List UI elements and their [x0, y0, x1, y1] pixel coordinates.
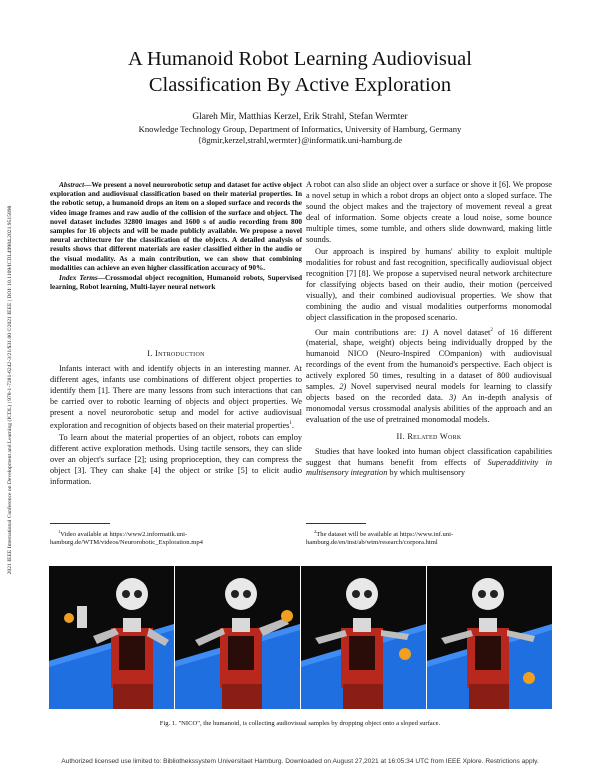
intro-p1-text: Infants interact with and identify objects in an interesting manner. At different ages, infants use combinations of different object properties to identify them [1]. There are many lessons from such interactions that can be carried over to robotic learning of objects and object properties. We present a novel neurorobotic setup and model for active audiovisual exploration and recognition of objects based on their material properties: [50, 364, 302, 430]
abstract-label: Abstract: [59, 180, 85, 189]
affiliation: Knowledge Technology Group, Department of Informatics, University of Hamburg, Germany: [138, 124, 462, 134]
footnote-2: [306, 528, 552, 547]
figure-1: [49, 566, 552, 709]
footnote-ref-1: 1: [289, 420, 292, 426]
contrib-text-1a: A novel dataset: [428, 327, 491, 337]
index-terms-text: —Crossmodal object recognition, Humanoid robots, Supervised learning, Robot learning, Multi-layer neural network: [50, 273, 303, 292]
right-column-body: [306, 180, 552, 479]
footnote-rule-left: [50, 523, 110, 524]
figure-panel-2: [175, 566, 300, 709]
figure-caption: Fig. 1. "NICO", the humanoid, is collecting audiovisual samples by dropping object onto a sloped surface.: [159, 720, 441, 727]
right-paragraph-2: Our approach is inspired by humans' ability to exploit multiple modalities for robust and fast recognition, specifically audiovisual object recognition [7] [8]. We propose a supervised neural network architecture for classifying objects based on their audio, their motion (perceived visually), and their combined audiovisual properties. We show that combining the audio and visual modalities outperforms monomodal object classification in the proposed scenario.: [306, 247, 552, 322]
index-terms-label: Index Terms: [59, 273, 98, 283]
footnote-2-text: The dataset will be available at https://www.inf.uni-hamburg.de/en/inst/ab/wtm/research/corpora.html: [306, 531, 454, 547]
contrib-intro: Our main contributions are:: [315, 327, 422, 337]
contrib-num-1: 1): [421, 327, 429, 337]
figure-panel-4: [427, 566, 552, 709]
robot-photo-1: [49, 566, 174, 709]
sidebar-text: 2021 IEEE International Conference on Development and Learning (ICDL) | 978-1-7281-6242-3/21/$31.00 ©2021 IEEE | DOI: 10.1109/ICDL49984.2021.9515898: [7, 205, 13, 575]
right-paragraph-1: A robot can also slide an object over a surface or shove it [6]. We propose a novel setup in which a robot drops an object onto a sloped surface. The sound the object makes and the trajectory of movement reveal a great deal of information. Some objects create a loud noise, some bounce multiple times, some tumble, and others slide downward, making little sounds.: [306, 180, 552, 244]
abstract-text: —We present a novel neurorobotic setup and dataset for active object exploration and audiovisual classification based on their material properties. In the robotic setup, a humanoid drops an item on a sloped surface and records the video image frames and raw audio of the collision of the surface and object. The novel dataset includes 32800 images and 1600 s of audio recording from 800 samples for 16 objects and will be made publicly available. We propose a novel neural architecture for the classification of the objects. A detailed analysis of results shows that different materials are easier classified either in the audio or the visual modality. As a main contribution, we can show that combining modalities can achieve an even higher classification accuracy of 90%.: [50, 180, 302, 272]
footnote-2-number: 2: [314, 529, 317, 534]
email: {8gmir,kerzel,strahl,wermter}@informatik.uni-hamburg.de: [197, 135, 403, 145]
figure-panel-3: [301, 566, 426, 709]
figure-panel-1: [49, 566, 174, 709]
title-line-2: Classification By Active Exploration: [148, 74, 452, 96]
contrib-text-1b: of 16 different (material, shape, weight) objects being individually dropped by the humanoid NICO (Neuro-Inspired COmpanion) with audiovisual recordings of the event from the humanoid's perspective. Each object is actively explored 50 times, resulting in a dataset of 800 audiovisual samples.: [306, 327, 552, 392]
contrib-num-2: 2): [339, 382, 347, 392]
robot-photo-2: [175, 566, 300, 709]
license-notice: Authorized licensed use limited to: Bibliothekssystem Universitaet Hamburg. Downloaded on August 27,2021 at 16:05:34 UTC from IEEE Xplore. Restrictions apply.: [61, 758, 539, 765]
footnote-1-text: Video available at https://www2.informatik.uni-hamburg.de/WTM/videos/Neurorobotic_Exploration.mp4: [50, 531, 203, 547]
related-text-a: Studies that have looked into human object classification capabilities suggest that humans benefit from effects of: [306, 446, 552, 467]
contrib-text-2: Novel supervised neural models for learning to classify objects based on the recorded data.: [306, 382, 552, 402]
authors: Glareh Mir, Matthias Kerzel, Erik Strahl, Stefan Wermter: [192, 112, 408, 122]
intro-paragraph-1: Infants interact with and identify objects in an interesting manner. At different ages, infants use combinations of different object properties to identify them [1]. There are many lessons from such interactions that can be carried over to robotic learning of objects and object properties. We present a novel neurorobotic setup and model for active audiovisual exploration and recognition of objects based on their material properties$^1$.: [50, 364, 302, 430]
paper-title: [60, 46, 540, 98]
copyright-sidebar: [2, 120, 18, 660]
introduction-body: [50, 364, 302, 488]
footnote-1: [50, 528, 302, 547]
contrib-num-3: 3): [449, 392, 457, 402]
footnote-rule-right: [306, 523, 366, 524]
section-heading-related-work: II. Related Work: [396, 431, 462, 441]
intro-paragraph-2: To learn about the material properties of an object, robots can employ different active exploration methods. Using tactile sensors, they can slide over an object's surface [2]; using proprioception, they can compress the object [3]. They can shake [4] the object or strike [5] to elicit audio information.: [50, 433, 302, 486]
contributions-paragraph: [306, 326, 552, 426]
related-emphasis: Superadditivity in multisensory integration: [306, 457, 552, 478]
footnote-ref-2: 2: [490, 327, 493, 333]
robot-photo-3: [301, 566, 426, 709]
related-text-b: by which multisensory: [387, 468, 466, 478]
section-heading-introduction: I. Introduction: [147, 349, 205, 358]
related-paragraph-1: [306, 447, 552, 480]
abstract: [50, 180, 302, 291]
footnote-1-number: 1: [58, 529, 61, 534]
title-line-1: A Humanoid Robot Learning Audiovisual: [128, 48, 472, 70]
robot-photo-4: [427, 566, 552, 709]
contrib-text-3: An in-depth analysis of monomodal versus crossmodal analysis abilities of the approach and an evaluation of the use of pretrained monomodal models.: [306, 392, 552, 424]
